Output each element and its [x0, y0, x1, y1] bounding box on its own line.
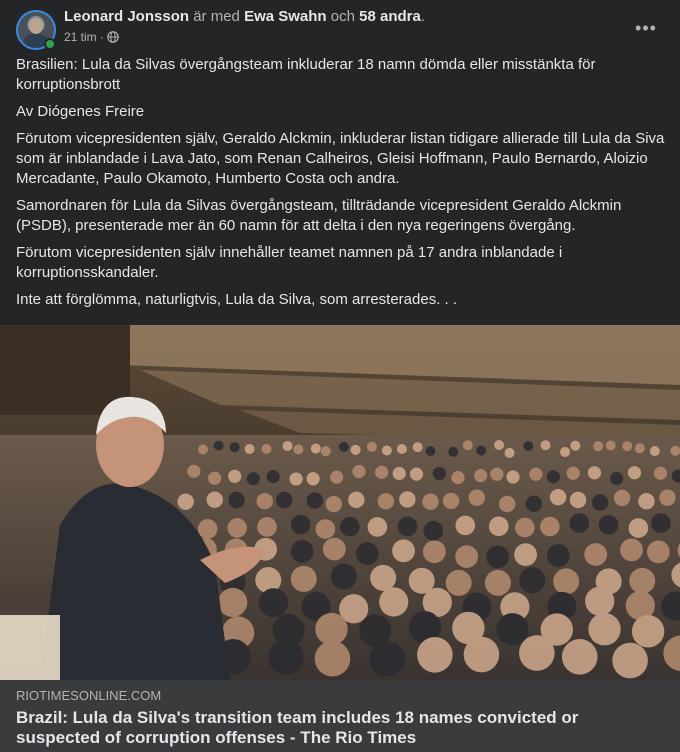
avatar-face — [29, 18, 43, 34]
post-paragraph: Inte att förglömma, naturligtvis, Lula da Silva, som arresterades. . . — [16, 291, 458, 308]
author-line — [64, 8, 425, 26]
post-paragraph: Samordnaren för Lula da Silvas övergångsteam, tillträdande vicepresident Geraldo Alckmin (PSDB), presenterade mer än 60 namn för att delta i den nya regeringens övergång. — [16, 197, 622, 234]
link-preview-footer[interactable] — [0, 680, 680, 752]
post-meta — [64, 29, 119, 45]
link-preview-image[interactable] — [0, 325, 680, 680]
and-text: och — [330, 8, 355, 25]
post-paragraph: Av Diógenes Freire — [16, 103, 145, 120]
more-options-button[interactable] — [632, 14, 660, 42]
meta-separator: · — [99, 30, 104, 44]
globe-icon[interactable] — [107, 31, 119, 43]
others-link[interactable]: 58 andra — [359, 8, 421, 25]
link-title[interactable]: Brazil: Lula da Silva's transition team includes 18 names convicted or suspected of corruption offenses - The Rio Times — [16, 708, 579, 747]
more-dots-icon: ••• — [635, 17, 657, 38]
post-header — [0, 0, 680, 52]
tagged-person-link[interactable]: Ewa Swahn — [244, 8, 327, 25]
author-name-link[interactable]: Leonard Jonsson — [64, 8, 190, 25]
link-domain: RIOTIMESONLINE.COM — [16, 688, 162, 703]
post-text — [16, 55, 666, 317]
auditorium-photo — [0, 325, 680, 680]
post-paragraph: Förutom vicepresidenten själv innehåller teamet namnen på 17 andra inblandade i korruptionsskandaler. — [16, 244, 563, 281]
period-text: . — [420, 8, 425, 25]
online-status-dot — [44, 38, 56, 50]
with-text: är med — [193, 8, 240, 25]
post-paragraph: Förutom vicepresidenten själv, Geraldo Alckmin, inkluderar listan tidigare allierade till Lula da Siva som är inblandade i Lava Jato, som Renan Calheiros, Gleisi Hoffmann, Paulo Bernardo, Aloizio Mercadante, Paulo Okamoto, Humberto Costa och andra. — [16, 130, 665, 187]
timestamp-link[interactable]: 21 tim — [64, 30, 97, 44]
post-paragraph: Brasilien: Lula da Silvas övergångsteam inkluderar 18 namn dömda eller misstänkta för korruptionsbrott — [16, 56, 596, 93]
